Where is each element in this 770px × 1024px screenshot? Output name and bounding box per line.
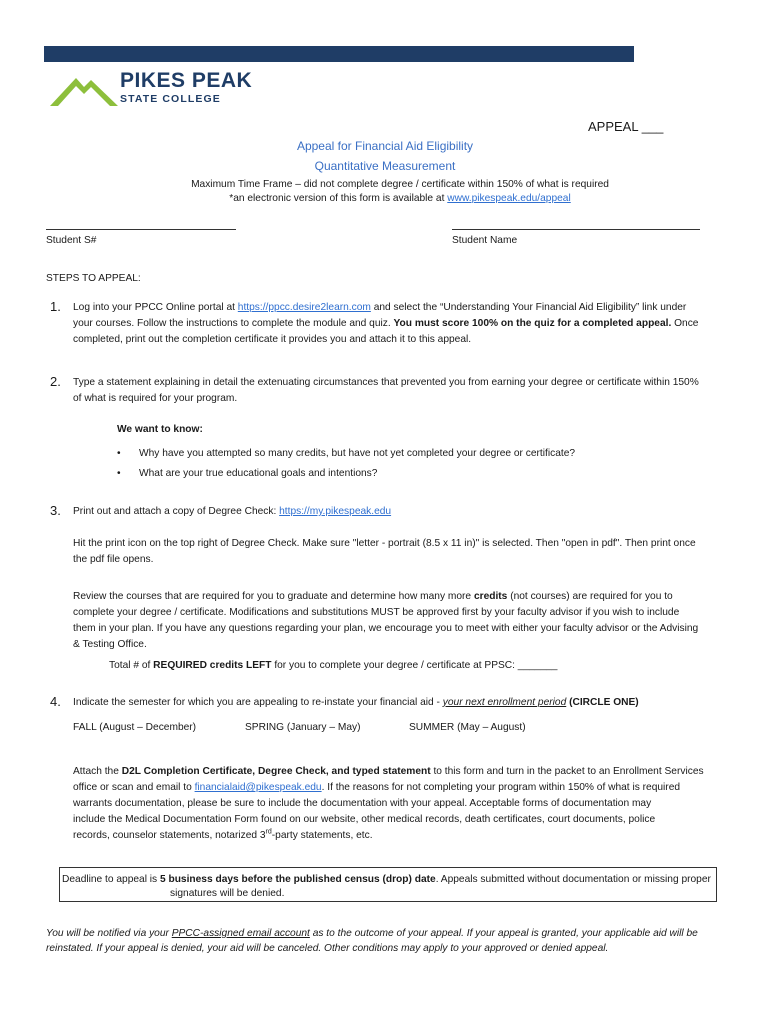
logo-title: PIKES PEAK bbox=[120, 69, 253, 92]
student-name-label: Student Name bbox=[452, 235, 518, 246]
bullet-item-1: Why have you attempted so many credits, but have not yet completed your degree or certificate? bbox=[139, 448, 576, 459]
step-3-review-line-3: them in your plan. If you have any questions regarding your plan, we encourage you to meet with either your faculty advisor or the Advising bbox=[73, 623, 699, 634]
college-logo bbox=[50, 69, 253, 112]
deadline-line-2: signatures will be denied. bbox=[170, 888, 285, 899]
footer-line-2: reinstated. If your appeal is denied, your aid will be canceled. Other conditions may apply to your approved or denied appeal. bbox=[46, 943, 609, 954]
attach-line-2: office or scan and email to financialaid@pikespeak.edu. If the reasons for not completing your program within 150% of what is required bbox=[73, 782, 681, 793]
step-1-line-3: completed, print out the completion certificate it provides you and attach it to this appeal. bbox=[73, 334, 472, 345]
bullet-icon: • bbox=[117, 448, 121, 459]
we-want-to-know-heading: We want to know: bbox=[117, 424, 203, 435]
step-1-line-2: your courses. Follow the instructions to complete the module and quiz. You must score 100% on the quiz for a completed appeal. Once bbox=[73, 318, 699, 329]
bullet-item-2: What are your true educational goals and intentions? bbox=[139, 468, 378, 479]
form-title: Appeal for Financial Aid Eligibility bbox=[296, 139, 474, 153]
student-id-label: Student S# bbox=[46, 235, 97, 246]
student-name-line[interactable] bbox=[452, 229, 700, 230]
header-bar bbox=[44, 46, 634, 62]
step-2-line-1: Type a statement explaining in detail the extenuating circumstances that prevented you from earning your degree or certificate within 150% bbox=[73, 377, 699, 388]
d2l-link[interactable]: https://ppcc.desire2learn.com bbox=[237, 302, 371, 313]
step-4-number: 4. bbox=[50, 694, 61, 709]
step-3-review-line-4: & Testing Office. bbox=[73, 639, 147, 650]
financial-aid-email-link[interactable]: financialaid@pikespeak.edu bbox=[194, 782, 322, 793]
step-3-line-1: Print out and attach a copy of Degree Check: https://my.pikespeak.edu bbox=[73, 506, 392, 517]
attach-line-1: Attach the D2L Completion Certificate, Degree Check, and typed statement to this form and turn in the packet to an Enrollment Services bbox=[73, 766, 704, 777]
degree-check-link[interactable]: https://my.pikespeak.edu bbox=[279, 506, 392, 517]
deadline-line-1: Deadline to appeal is 5 business days before the published census (drop) date. Appeals submitted without documentation or missing proper bbox=[62, 874, 711, 885]
step-3-number: 3. bbox=[50, 503, 61, 518]
step-1-number: 1. bbox=[50, 299, 61, 314]
semester-option-spring[interactable]: SPRING (January – May) bbox=[245, 722, 361, 733]
electronic-version-note: *an electronic version of this form is available at www.pikespeak.edu/appeal bbox=[229, 193, 571, 204]
step-3-print-line-2: the pdf file opens. bbox=[73, 554, 154, 565]
step-3-review-line-1: Review the courses that are required for you to graduate and determine how many more credits (not courses) are required for you to bbox=[73, 591, 673, 602]
student-id-line[interactable] bbox=[46, 229, 236, 230]
logo-subtitle: STATE COLLEGE bbox=[120, 93, 221, 105]
step-4-line-1: Indicate the semester for which you are appealing to re-instate your financial aid - your next enrollment period (CIRCLE ONE) bbox=[73, 697, 639, 708]
steps-heading: STEPS TO APPEAL: bbox=[46, 273, 141, 284]
semester-option-fall[interactable]: FALL (August – December) bbox=[73, 722, 197, 733]
attach-line-3: warrants documentation, please be sure to include the documentation with your appeal. Acceptable forms of documentation may bbox=[73, 798, 652, 809]
attach-line-4: include the Medical Documentation Form found on our website, other medical records, death certificates, court documents, police bbox=[73, 814, 656, 825]
attach-line-5: records, counselor statements, notarized 3rd-party statements, etc. bbox=[73, 828, 373, 841]
max-time-frame-note: Maximum Time Frame – did not complete degree / certificate within 150% of what is required bbox=[191, 179, 609, 190]
step-3-review-line-2: complete your degree / certificate. Modifications and substitutions MUST be approved first by your faculty advisor if you wish to include bbox=[73, 607, 680, 618]
bullet-icon: • bbox=[117, 468, 121, 479]
total-credits-left-line[interactable]: Total # of REQUIRED credits LEFT for you to complete your degree / certificate at PPSC: _______ bbox=[109, 660, 558, 671]
appeal-link[interactable]: www.pikespeak.edu/appeal bbox=[447, 193, 571, 204]
form-subtitle: Quantitative Measurement bbox=[314, 159, 456, 173]
appeal-number-label: APPEAL ___ bbox=[588, 119, 664, 134]
step-3-print-line-1: Hit the print icon on the top right of Degree Check. Make sure "letter - portrait (8.5 x 11 in)" is selected. Then "open in pdf". Then print once bbox=[73, 538, 696, 549]
semester-option-summer[interactable]: SUMMER (May – August) bbox=[409, 722, 526, 733]
mountain-logo-icon bbox=[50, 72, 118, 108]
step-1-line-1: Log into your PPCC Online portal at https://ppcc.desire2learn.com and select the “Understanding Your Financial Aid Eligibility” link under bbox=[73, 302, 687, 313]
step-2-number: 2. bbox=[50, 374, 61, 389]
step-2-line-2: of what is required for your program. bbox=[73, 393, 238, 404]
footer-line-1: You will be notified via your PPCC-assigned email account as to the outcome of your appeal. If your appeal is granted, your applicable aid will be bbox=[46, 928, 698, 939]
